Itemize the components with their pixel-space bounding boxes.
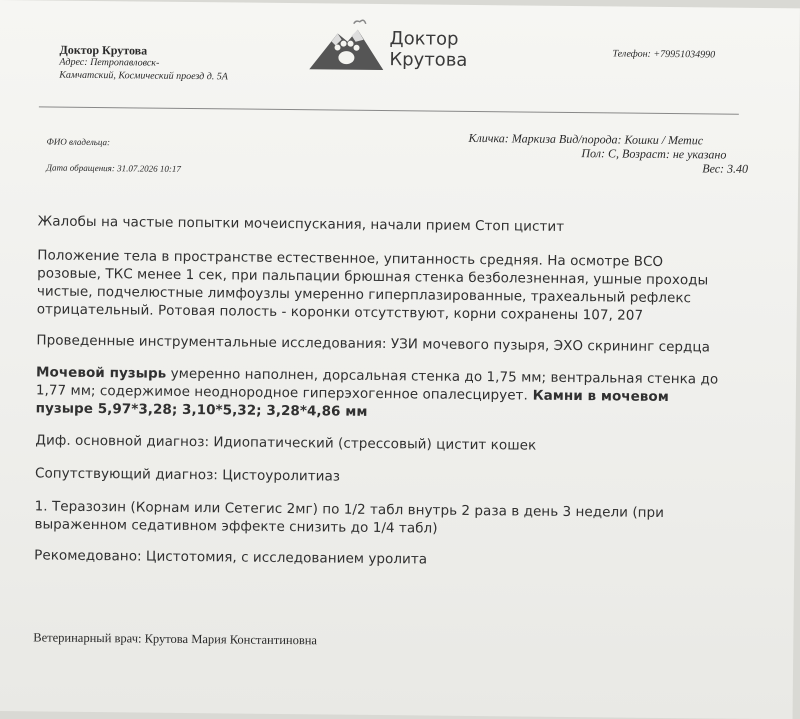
bladder-line-3 bbox=[36, 400, 368, 419]
visit-date: Дата обращения: 31.07.2026 10:17 bbox=[46, 162, 181, 174]
diagnosis-main: Диф. основной диагноз: Идиопатический (стрессовый) цистит кошек bbox=[35, 432, 537, 454]
logo-text-2: Крутова bbox=[389, 49, 468, 71]
instrumental-studies: Проведенные инструментальные исследования: УЗИ мочевого пузыря, ЭХО скрининг сердца bbox=[36, 332, 711, 356]
stones-heading: Камни в мочевом bbox=[527, 387, 669, 406]
recommendation: Рекомедовано: Цистотомия, с исследованием уролита bbox=[34, 547, 428, 568]
complaints: Жалобы на частые попытки мочеиспускания, начали прием Стоп цистит bbox=[37, 213, 565, 235]
owner-label: ФИО владельца: bbox=[46, 136, 111, 148]
exam-line-4: отрицательный. Ротовая полость - коронки отсутствуют, корни сохранены 107, 207 bbox=[36, 301, 644, 324]
address-line-2: Камчатский, Космический проезд д. 5А bbox=[59, 69, 228, 83]
bladder-heading: Мочевой пузырь bbox=[36, 364, 167, 382]
exam-line-3: чистые, подчелюстные лимфоузлы умеренно гиперплазированные, трахеальный рефлекс bbox=[36, 283, 692, 307]
clinic-logo bbox=[307, 15, 488, 77]
phone: Телефон: +79951034990 bbox=[612, 48, 716, 61]
diagnosis-secondary: Сопутствующий диагноз: Цистоуролитиаз bbox=[34, 465, 341, 485]
exam-line-2: розовые, ТКС менее 1 сек, при пальпации брюшная стенка безболезненная, ушные проходы bbox=[37, 265, 709, 289]
clinic-name: Доктор Крутова bbox=[59, 42, 148, 58]
pet-sex-age: Пол: С, Возраст: не указано bbox=[581, 146, 727, 162]
bladder-text-2: 1,77 мм; содержимое неоднородное гиперэхогенное опалесцирует. bbox=[35, 382, 528, 404]
treatment-line-2: выраженном седативном эффекте снизить до 1/4 табл) bbox=[34, 516, 438, 537]
bladder-text-1: умеренно наполнен, дорсальная стенка до 1,75 мм; вентральная стенка до bbox=[166, 365, 719, 388]
stones-sizes: пузыре 5,97*3,28; 3,10*5,32; 3,28*4,86 мм bbox=[35, 400, 368, 420]
exam-line-1: Положение тела в пространстве естественное, упитанность средняя. На осмотре ВСО bbox=[37, 247, 664, 270]
address-line-1: Адрес: Петропавловск- bbox=[59, 56, 160, 69]
header-divider bbox=[39, 106, 739, 114]
paw-mountain-icon bbox=[307, 17, 386, 74]
pet-weight: Вес: 3.40 bbox=[702, 161, 749, 176]
signature-line: Ветеринарный врач: Крутова Мария Константиновна bbox=[33, 630, 318, 648]
treatment-line-1: 1. Теразозин (Корнам или Сетегис 2мг) по 1/2 табл внутрь 2 раза в день 3 недели (при bbox=[34, 498, 665, 521]
pet-name-breed: Кличка: Маркиза Вид/порода: Кошки / Метис bbox=[468, 130, 704, 148]
logo-text-1: Доктор bbox=[389, 28, 459, 50]
